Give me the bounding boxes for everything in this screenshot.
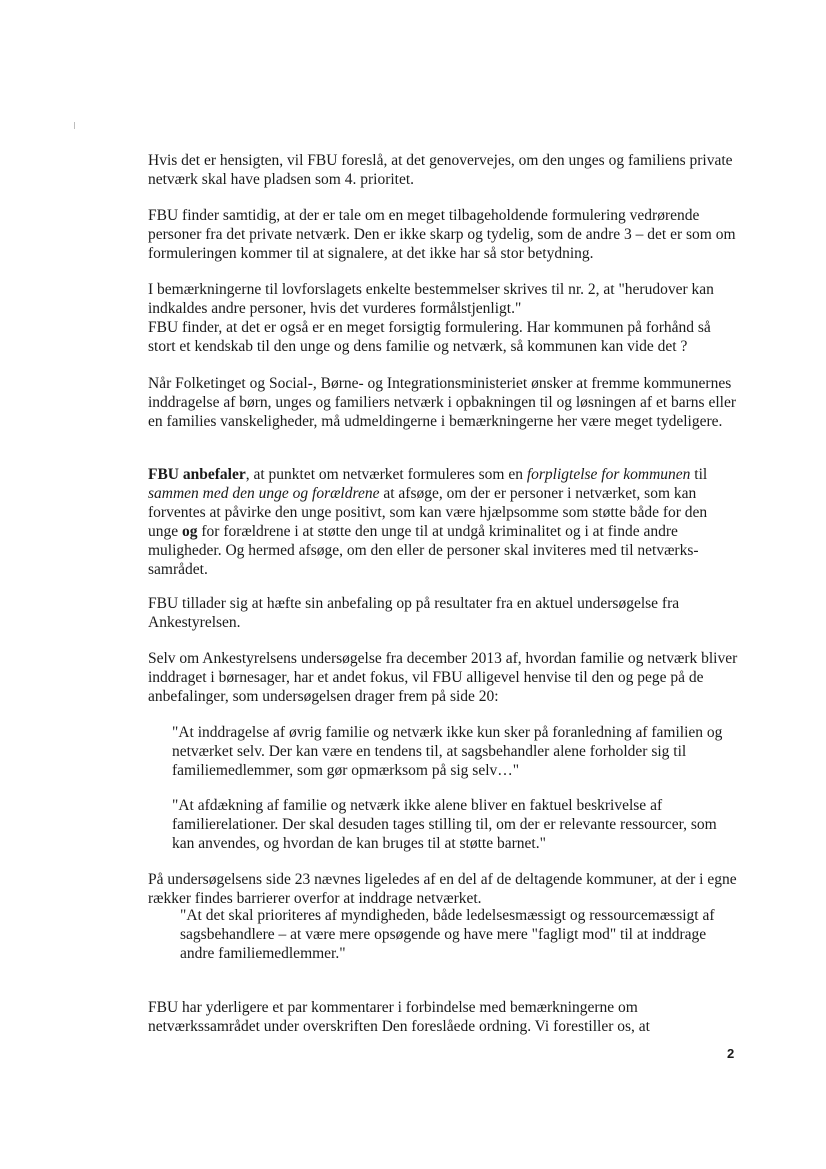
paragraph-priority: Hvis det er hensigten, vil FBU foreslå, at det genovervejes, om den unges og familiens private netværk skal have pladsen som 4. prioritet. [148, 152, 733, 188]
quote-prioritize: "At det skal prioriteres af myndigheden, både ledelsesmæssigt og ressourcemæssigt af sagsbehandlere – at være mere opsøgende og have mere "fagligt mod" til at inddrage andre familiemedlemmer." [180, 907, 715, 962]
emphasis-together: sammen med den unge og forældrene [148, 485, 380, 502]
emphasis-og: og [182, 523, 198, 540]
recommendation-lead: FBU anbefaler [148, 466, 246, 483]
paragraph-ministry: Når Folketinget og Social-, Børne- og Integrationsministeriet ønsker at fremme kommunernes inddragelse af børn, unges og familiers netværk i opbakningen til og løsningen af et barns eller en families vanskeligheder, må udmeldingerne i bemærkningerne her være meget tydeligere. [148, 375, 736, 430]
paragraph-remarks: I bemærkningerne til lovforslagets enkelte bestemmelser skrives til nr. 2, at "herudover kan indkaldes andre personer, hvis det vurderes formålstjenligt." [148, 281, 714, 317]
paragraph-formulation: FBU finder samtidig, at der er tale om en meget tilbageholdende formulering vedrørende personer fra det private netværk. Den er ikke skarp og tydelig, som de andre 3 – det er som om formuleringen kommer til at signalere, at det ikke har så stor betydning. [148, 207, 736, 262]
emphasis-obligation: forpligtelse for kommunen [526, 466, 691, 483]
paragraph-closing: FBU har yderligere et par kommentarer i forbindelse med bemærkningerne om netværkssamrådet under overskriften Den foreslåede ordning. Vi forestiller os, at [148, 999, 650, 1035]
paragraph-survey: Selv om Ankestyrelsens undersøgelse fra december 2013 af, hvordan familie og netværk bliver inddraget i børnesager, har et andet fokus, vil FBU alligevel henvise til den og pege på de anbefalinger, som undersøgelsen drager frem på side 20: [148, 650, 738, 705]
paragraph-cautious: FBU finder, at det er også er en meget forsigtig formulering. Har kommunen på forhånd så stort et kendskab til den unge og dens familie og netværk, så kommunen kan vide det ? [148, 319, 711, 355]
paragraph-ankestyrelsen: FBU tillader sig at hæfte sin anbefaling op på resultater fra en aktuel undersøgelse fra Ankestyrelsen. [148, 595, 680, 631]
quote-family-network: "At inddragelse af øvrig familie og netværk ikke kun sker på foranledning af familien og netværket selv. Der kan være en tendens til, at sagsbehandler alene forholder sig til familiemedlemmer, som gør opmærksom på sig selv…" [172, 724, 723, 779]
paragraph-page23: På undersøgelsens side 23 nævnes ligeledes af en del af de deltagende kommuner, at der i egne rækker findes barrierer overfor at inddrage netværket. [148, 871, 737, 907]
quote-mapping: "At afdækning af familie og netværk ikke alene bliver en faktuel beskrivelse af familierelationer. Der skal desuden tages stilling til, om der er relevante ressourcer, som kan anvendes, og hvordan de kan bruges til at støtte barnet." [172, 797, 717, 852]
paragraph-recommendation: FBU anbefaler, at punktet om netværket formuleres som en forpligtelse for kommunen til sammen med den unge og forældrene at afsøge, om der er personer i netværket, som kan forventes at påvirke den unge positivt, som kan være hjælpsomme som støtte både for den unge og for forældrene i at støtte den unge til at undgå kriminalitet og i at finde andre muligheder. Og hermed afsøge, om den eller de personer skal inviteres med til netværks-samrådet. [148, 466, 708, 578]
scan-mark [74, 122, 75, 129]
page-number: 2 [727, 1046, 735, 1061]
